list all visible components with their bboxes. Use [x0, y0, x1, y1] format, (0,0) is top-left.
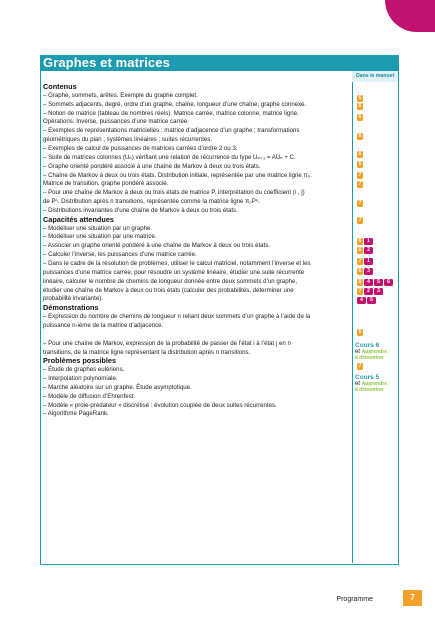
- text-line: transitions, de la matrice ligne représentant la distribution après n transitions.: [43, 348, 251, 356]
- cours-label: Cours 6: [355, 342, 380, 349]
- chapter-badge: 7: [358, 217, 362, 223]
- text-line: – Marche aléatoire sur un graphe. Étude asymptotique.: [43, 383, 192, 391]
- text-line: – Modèle de diffusion d’Ehrenfest.: [43, 392, 136, 400]
- chapter-badge: 6: [358, 238, 362, 244]
- text-line: – Modéliser une situation par une matrice.: [43, 233, 157, 241]
- chapter-badge: 6: [358, 151, 362, 157]
- text-line: – Modèle « proie-prédateur » discrétisé : évolution couplée de deux suites récurrentes.: [43, 401, 277, 409]
- text-line: – Sommets adjacents, degré, ordre d’un graphe, chaîne, longueur d’une chaîne, graphe connexe.: [43, 100, 307, 108]
- chapter-badge: 6: [358, 95, 362, 101]
- text-line: – Exemples de calcul de puissances de matrices carrées d’ordre 2 ou 3.: [43, 144, 238, 152]
- exercise-badge: 3: [374, 288, 383, 295]
- text-line: – Modéliser une situation par un graphe.: [43, 224, 153, 232]
- section-heading: Capacités attendues: [43, 214, 114, 224]
- text-line: puissance n-ième de la matrice d’adjacence.: [43, 321, 164, 329]
- text-line: géométriques du plan ; systèmes linéaires ; suites récurrentes.: [43, 136, 213, 144]
- section-title: Graphes et matrices: [43, 55, 170, 70]
- apprendre-label: Apprendre: [361, 381, 387, 387]
- text-line: – Calculer l’inverse, les puissances d’une matrice carrée.: [43, 251, 197, 259]
- chapter-badge: 6: [358, 161, 362, 167]
- text-line: probabilité invariante).: [43, 295, 103, 303]
- exercise-badge: 5: [374, 279, 383, 286]
- text-line: – Étude de graphes eulériens.: [43, 366, 125, 374]
- column-divider: [352, 82, 353, 563]
- text-line: étudier une chaîne de Markov à deux ou trois états (calculer des probabilités, déterminer une: [43, 286, 294, 294]
- text-line: – Expression du nombre de chemins de longueur n reliant deux sommets d’un graphe à l’aide de la: [43, 313, 311, 321]
- chapter-badge: 6: [358, 279, 362, 285]
- text-line: Matrice de transition, graphe pondéré associé.: [43, 180, 169, 188]
- footer-label: Programme: [336, 596, 373, 603]
- section-heading: Démonstrations: [43, 303, 99, 313]
- exercise-badge: 6: [384, 279, 393, 286]
- ref-cours-6: [355, 342, 387, 362]
- text-line: – Chaîne de Markov à deux ou trois états. Distribution initiale, représentée par une matrice ligne π₀.: [43, 171, 312, 179]
- chapter-badge: 6: [358, 103, 362, 109]
- text-line: – Graphe orienté pondéré associé à une chaîne de Markov à deux ou trois états.: [43, 162, 261, 170]
- text-line: linéaire, calculer le nombre de chemins de longueur donnée entre deux sommets d’un graphe,: [43, 277, 298, 285]
- text-line: – Associer un graphe orienté pondéré à une chaîne de Markov à deux ou trois états.: [43, 242, 270, 250]
- text-line: – Exemples de représentations matricielles : matrice d’adjacence d’un graphe ; transformations: [43, 127, 300, 135]
- chapter-badge: 7: [358, 200, 362, 206]
- text-line: – Pour une chaîne de Markov, expression de la probabilité de passer de l’état i à l’état j en n: [43, 339, 291, 347]
- chapter-badge: 6: [358, 329, 362, 335]
- exercise-badge: 1: [364, 238, 373, 245]
- corner-tab: [385, 0, 435, 32]
- demontrer-label: à démontrer: [355, 387, 384, 393]
- apprendre-label: Apprendre: [361, 349, 387, 355]
- text-line: de Pⁿ. Distribution après n transitions, représentée comme la matrice ligne π₀Pⁿ.: [43, 198, 260, 206]
- section-heading: Problèmes possibles: [43, 356, 116, 366]
- exercise-badge: 2: [364, 288, 373, 295]
- text-line: puissances d’une matrice carrée, pour résoudre un système linéaire, étudier une suite récurrente: [43, 268, 305, 276]
- exercise-badge: 3: [364, 268, 373, 275]
- et-label: et: [355, 349, 361, 355]
- exercise-badge: 5: [367, 297, 376, 304]
- exercise-badge: 4: [357, 297, 366, 304]
- chapter-badge: 6: [358, 114, 362, 120]
- chapter-badge: 7: [358, 363, 362, 369]
- ref-cours-5: [355, 374, 387, 394]
- text-line: – Graphe, sommets, arêtes. Exemple du graphe complet.: [43, 91, 198, 99]
- et-label: et: [355, 381, 361, 387]
- chapter-badge: 7: [358, 288, 362, 294]
- text-line: Opérations. Inverse, puissances d’une matrice carrée.: [43, 118, 189, 126]
- text-line: – Suite de matrices colonnes (Uₙ) vérifiant une relation de récurrence du type Uₙ₊₁ = AUₙ + C.: [43, 153, 296, 161]
- chapter-badge: 6: [358, 247, 362, 253]
- exercise-badge: 1: [364, 258, 373, 265]
- chapter-badge: 7: [358, 258, 362, 264]
- side-header: Dans le manuel: [352, 71, 398, 82]
- chapter-badge: 7: [358, 172, 362, 178]
- exercise-badge: 4: [364, 279, 373, 286]
- text-line: – Dans le cadre de la résolution de problèmes, utiliser le calcul matriciel, notamment l’inverse et les: [43, 260, 311, 267]
- chapter-badge: 7: [358, 181, 362, 187]
- text-line: – Interpolation polynomiale.: [43, 375, 118, 383]
- cours-label: Cours 5: [355, 374, 380, 381]
- exercise-badge: 2: [364, 247, 373, 254]
- text-line: – Algorithme PageRank.: [43, 410, 109, 418]
- section-heading: Contenus: [43, 82, 77, 91]
- page-number: 7: [403, 590, 422, 606]
- chapter-badge: 6: [358, 268, 362, 274]
- text-line: – Pour une chaîne de Markov à deux ou trois états de matrice P, interprétation du coefficient (i , j): [43, 189, 305, 197]
- text-line: – Distributions invariantes d’une chaîne de Markov à deux ou trois états.: [43, 206, 238, 214]
- chapter-badge: 6: [358, 133, 362, 139]
- demontrer-label: à démontrer: [355, 355, 384, 361]
- text-line: – Notion de matrice (tableau de nombres réels). Matrice carrée, matrice colonne, matrice ligne.: [43, 109, 299, 117]
